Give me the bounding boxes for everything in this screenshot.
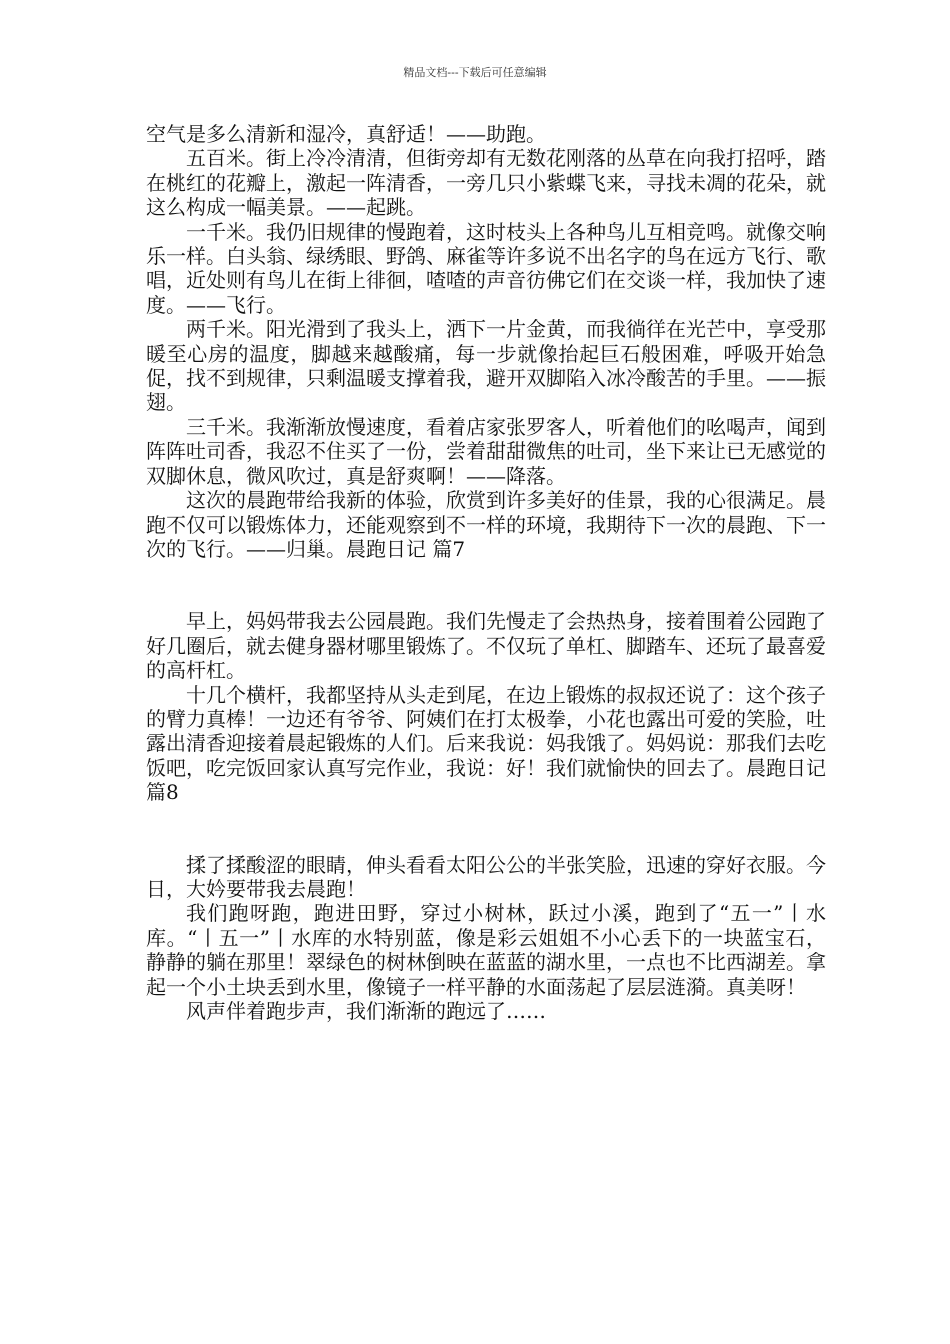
- page-header: 精品文档---下载后可任意编辑: [403, 66, 547, 79]
- paragraph-c2: 我们跑呀跑，跑进田野，穿过小树林，跃过小溪，跑到了“五一”丨水库。“丨五一”丨水库的水特别蓝，像是彩云姐姐不小心丢下的一块蓝宝石，静静的躺在那里！翠绿色的树林倒映在蓝蓝的湖水里，一点也不比西湖差。拿起一个小土块丢到水里，像镜子一样平静的水面荡起了层层涟漪。真美呀！: [146, 901, 826, 999]
- paragraph-c1: 揉了揉酸涩的眼睛，伸头看看太阳公公的半张笑脸，迅速的穿好衣服。今日，大妗要带我去晨跑！: [146, 852, 826, 901]
- paragraph-b2: 十几个横杆，我都坚持从头走到尾，在边上锻炼的叔叔还说了：这个孩子的臂力真棒！一边还有爷爷、阿姨们在打太极拳，小花也露出可爱的笑脸，吐露出清香迎接着晨起锻炼的人们。后来我说：妈我饿了。妈妈说：那我们去吃饭吧，吃完饭回家认真写完作业，我说：好！我们就愉快的回去了。晨跑日记 篇8: [146, 682, 826, 805]
- section-gap: [146, 561, 826, 609]
- paragraph-a6: 这次的晨跑带给我新的体验，欣赏到许多美好的佳景，我的心很满足。晨跑不仅可以锻炼体力，还能观察到不一样的环境，我期待下一次的晨跑、下一次的飞行。——归巢。晨跑日记 篇7: [146, 488, 826, 561]
- paragraph-a1: 空气是多么清新和湿冷，真舒适！——助跑。: [146, 122, 546, 146]
- paragraph-a4: 两千米。阳光滑到了我头上，洒下一片金黄，而我徜徉在光芒中，享受那暖至心房的温度，脚越来越酸痛，每一步就像抬起巨石般困难，呼吸开始急促，找不到规律，只剩温暖支撑着我，避开双脚陷入冰冷酸苦的手里。——振翅。: [146, 317, 826, 415]
- paragraph-a5: 三千米。我渐渐放慢速度，看着店家张罗客人，听着他们的吆喝声，闻到阵阵吐司香，我忍不住买了一份，尝着甜甜微焦的吐司，坐下来让已无感觉的双脚休息，微风吹过，真是舒爽啊！——降落。: [146, 414, 826, 488]
- section-gap: [146, 805, 826, 853]
- paragraph-b1: 早上，妈妈带我去公园晨跑。我们先慢走了会热热身，接着围着公园跑了好几圈后，就去健身器材哪里锻炼了。不仅玩了单杠、脚踏车、还玩了最喜爱的高杆杠。: [146, 609, 826, 683]
- paragraph-c3: 风声伴着跑步声，我们渐渐的跑远了……: [186, 999, 546, 1023]
- paragraph-a2: 五百米。街上冷冷清清，但街旁却有无数花刚落的丛草在向我打招呼，踏在桃红的花瓣上，激起一阵清香，一旁几只小紫蝶飞来，寻找未凋的花朵，就这么构成一幅美景。——起跳。: [146, 146, 826, 220]
- paragraph-a3: 一千米。我仍旧规律的慢跑着，这时枝头上各种鸟儿互相竞鸣。就像交响乐一样。白头翁、绿绣眼、野鸽、麻雀等许多说不出名字的鸟在远方飞行、歌唱，近处则有鸟儿在街上徘徊，喳喳的声音彷佛它们在交谈一样，我加快了速度。——飞行。: [146, 219, 826, 317]
- document-body: [146, 122, 826, 1023]
